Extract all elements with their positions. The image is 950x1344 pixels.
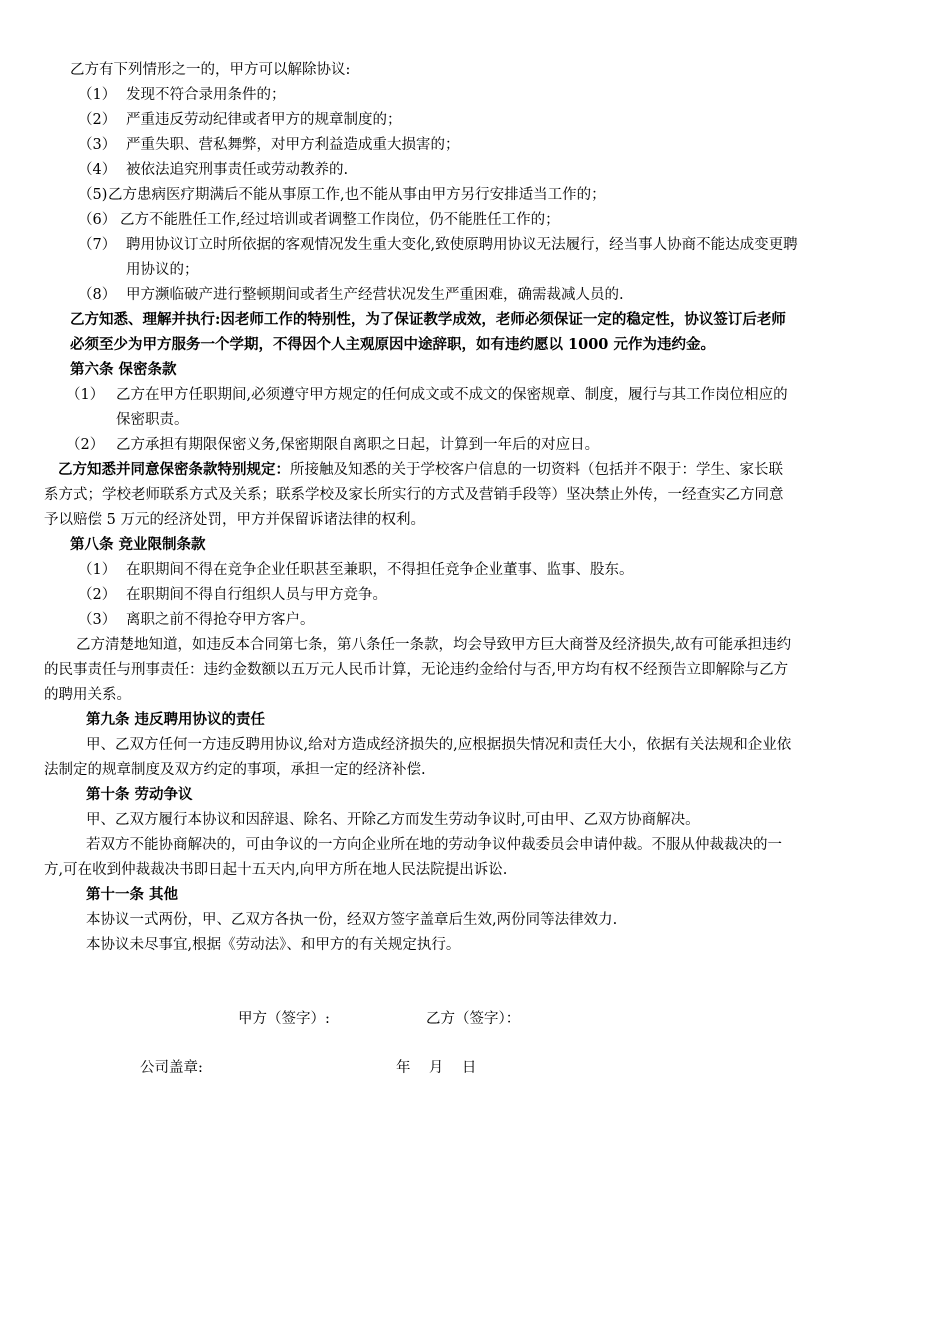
item-text: 乙方患病医疗期满后不能从事原工作,也不能从事由甲方另行安排适当工作的；: [108, 187, 606, 203]
article-6-item-1: [66, 385, 788, 405]
item-number: （2）: [66, 437, 105, 453]
confidentiality-special-line-2: 系方式；学校老师联系方式及关系；联系学校及家长所实行的方式及营销手段等）坚决禁止外传，一经查实乙方同意: [44, 487, 784, 503]
article-11-line-1: 本协议一式两份，甲、乙双方各执一份，经双方签字盖章后生效,两份同等法律效力.: [86, 912, 618, 928]
termination-item-5: [78, 185, 606, 205]
party-a-signature-label: 甲方（签字）:: [238, 1011, 330, 1027]
article-6-item-1-continued: 保密职责。: [116, 412, 189, 428]
signature-date: 年 月 日: [396, 1060, 477, 1076]
article-8-item-2: [78, 585, 387, 605]
confidentiality-special-line-3: 予以赔偿 5 万元的经济处罚，甲方并保留诉诸法律的权利。: [44, 512, 425, 528]
stability-note-line-2: 必须至少为甲方服务一个学期，不得因个人主观原因中途辞职，如有违约愿以 1000 元作为违约金。: [70, 336, 715, 353]
article-9-line-2: 法制定的规章制度及双方约定的事项，承担一定的经济补偿.: [44, 762, 426, 778]
termination-item-7-continued: 用协议的；: [126, 262, 199, 278]
article-6-item-2: [66, 435, 599, 455]
item-number: （6）: [78, 212, 117, 228]
termination-item-1: [78, 85, 286, 105]
item-text: 发现不符合录用条件的；: [126, 87, 286, 103]
article-10-line-3: 方,可在收到仲裁裁决书即日起十五天内,向甲方所在地人民法院提出诉讼.: [44, 862, 508, 878]
article-11-line-2: 本协议未尽事宜,根据《劳动法》、和甲方的有关规定执行。: [86, 937, 461, 953]
item-number: （2）: [78, 587, 117, 603]
confidentiality-special-label: 乙方知悉并同意保密条款特别规定：: [58, 461, 290, 478]
item-number: （3）: [78, 612, 117, 628]
item-number: （1）: [78, 562, 117, 578]
termination-item-4: [78, 160, 348, 180]
article-10-line-2: 若双方不能协商解决的，可由争议的一方向企业所在地的劳动争议仲裁委员会申请仲裁。不服从仲裁裁决的一: [86, 837, 782, 853]
item-text: 被依法追究刑事责任或劳动教养的.: [126, 162, 349, 178]
penalty-paragraph-line-2: 的民事责任与刑事责任：违约金数额以五万元人民币计算，无论违约金给付与否,甲方均有权不经预告立即解除与乙方: [44, 662, 789, 678]
article-11-heading: 第十一条 其他: [86, 886, 179, 903]
stability-note-line-1: 乙方知悉、理解并执行:因老师工作的特别性，为了保证教学成效，老师必须保证一定的稳定性，协议签订后老师: [70, 311, 786, 328]
item-number: （8）: [78, 287, 117, 303]
item-number: （1）: [78, 87, 117, 103]
company-seal-label: 公司盖章:: [140, 1060, 203, 1076]
article-9-heading: 第九条 违反聘用协议的责任: [86, 711, 266, 728]
item-text: 乙方承担有期限保密义务,保密期限自离职之日起，计算到一年后的对应日。: [116, 437, 600, 453]
article-9-line-1: 甲、乙双方任何一方违反聘用协议,给对方造成经济损失的,应根据损失情况和责任大小，依据有关法规和企业依: [86, 737, 792, 753]
item-number: （3）: [78, 137, 117, 153]
termination-item-7: [78, 235, 798, 255]
item-number: （2）: [78, 112, 117, 128]
confidentiality-special-text: 所接触及知悉的关于学校客户信息的一切资料（包括并不限于：学生、家长联: [290, 462, 783, 478]
item-text: 甲方濒临破产进行整顿期间或者生产经营状况发生严重困难，确需裁减人员的.: [126, 287, 624, 303]
item-number: （7）: [78, 237, 117, 253]
item-text: 在职期间不得在竞争企业任职甚至兼职，不得担任竞争企业董事、监事、股东。: [126, 562, 634, 578]
item-text: 离职之前不得抢夺甲方客户。: [126, 612, 315, 628]
item-text: 严重失职、营私舞弊，对甲方利益造成重大损害的；: [126, 137, 460, 153]
termination-intro: 乙方有下列情形之一的，甲方可以解除协议:: [70, 62, 351, 78]
termination-item-6: [78, 210, 560, 230]
article-6-heading: 第六条 保密条款: [70, 361, 177, 378]
penalty-paragraph-line-3: 的聘用关系。: [44, 687, 131, 703]
penalty-paragraph-line-1: 乙方清楚地知道，如违反本合同第七条，第八条任一条款，均会导致甲方巨大商誉及经济损失,故有可能承担违约: [76, 637, 792, 653]
item-text: 严重违反劳动纪律或者甲方的规章制度的；: [126, 112, 402, 128]
confidentiality-special-line-1: [58, 460, 783, 480]
item-number: （5): [78, 187, 108, 203]
item-text: 乙方不能胜任工作,经过培训或者调整工作岗位，仍不能胜任工作的；: [120, 212, 560, 228]
termination-item-2: [78, 110, 402, 130]
item-number: （4）: [78, 162, 117, 178]
item-text: 乙方在甲方任职期间,必须遵守甲方规定的任何成文或不成文的保密规章、制度，履行与其工作岗位相应的: [116, 387, 788, 403]
item-text: 在职期间不得自行组织人员与甲方竞争。: [126, 587, 387, 603]
item-text: 聘用协议订立时所依据的客观情况发生重大变化,致使原聘用协议无法履行，经当事人协商不能达成变更聘: [126, 237, 798, 253]
article-10-line-1: 甲、乙双方履行本协议和因辞退、除名、开除乙方而发生劳动争议时,可由甲、乙双方协商解决。: [86, 812, 700, 828]
article-10-heading: 第十条 劳动争议: [86, 786, 193, 803]
party-b-signature-label: 乙方（签字）：: [426, 1011, 521, 1027]
article-8-item-1: [78, 560, 634, 580]
item-number: （1）: [66, 387, 105, 403]
article-8-item-3: [78, 610, 315, 630]
termination-item-3: [78, 135, 460, 155]
termination-item-8: [78, 285, 624, 305]
article-8-heading: 第八条 竞业限制条款: [70, 536, 206, 553]
